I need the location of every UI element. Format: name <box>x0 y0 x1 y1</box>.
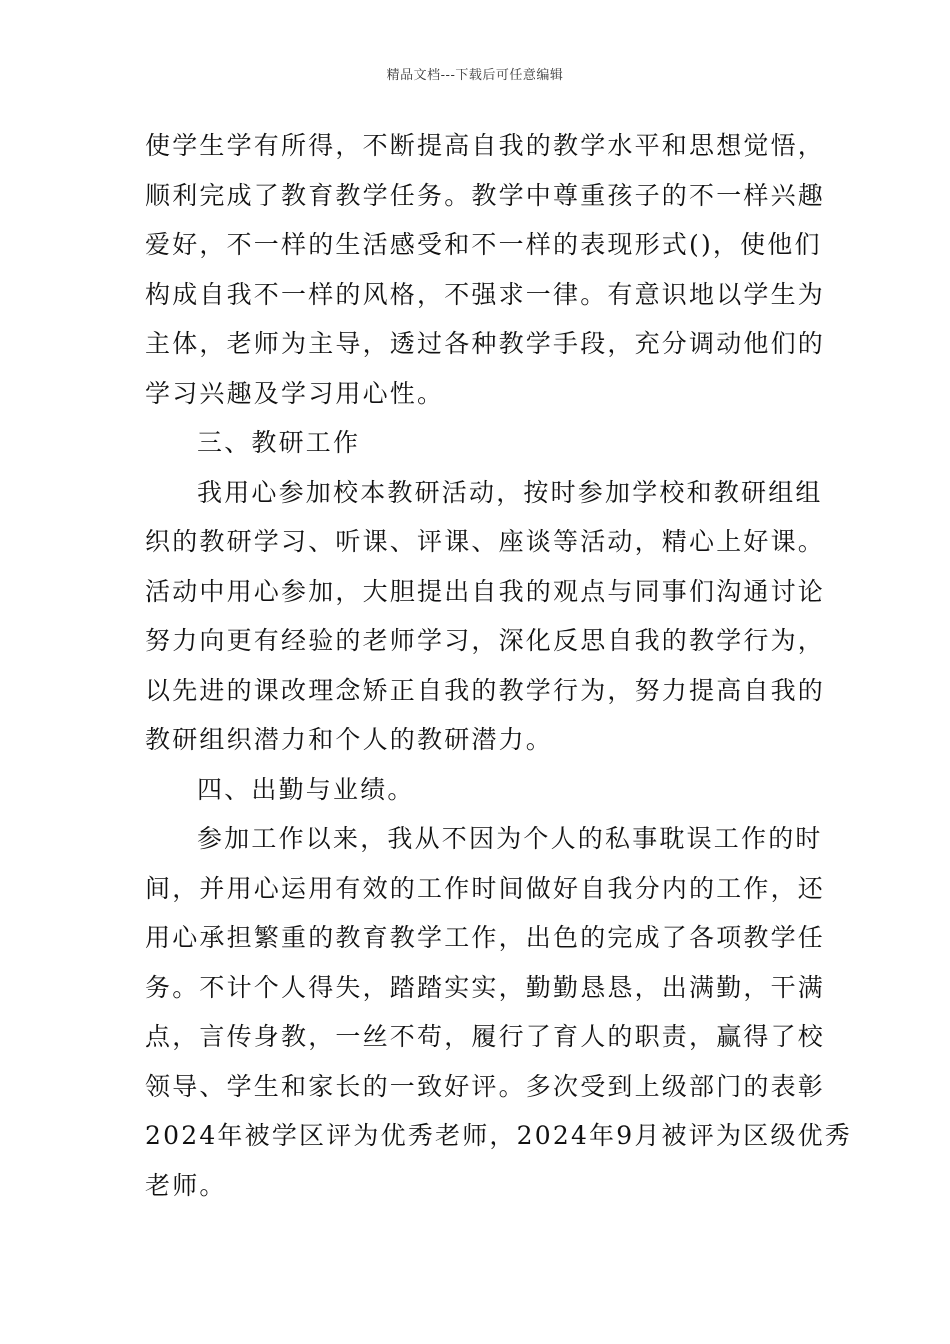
body-line: 务。不计个人得失，踏踏实实，勤勤恳恳，出满勤，干满 <box>145 972 826 1002</box>
paragraph-first-line: 参加工作以来，我从不因为个人的私事耽误工作的时 <box>197 824 823 853</box>
body-line: 以先进的课改理念矫正自我的教学行为，努力提高自我的 <box>145 675 826 705</box>
body-line: 使学生学有所得，不断提高自我的教学水平和思想觉悟， <box>145 131 826 160</box>
body-line: 爱好，不一样的生活感受和不一样的表现形式()，使他们 <box>145 230 822 259</box>
body-line: 学习兴趣及学习用心性。 <box>145 378 445 408</box>
body-line: 2024年被学区评为优秀老师，2024年9月被评为区级优秀 <box>145 1121 852 1150</box>
document-body <box>145 121 852 1210</box>
body-line: 领导、学生和家长的一致好评。多次受到上级部门的表彰 <box>145 1071 826 1101</box>
page-header: 精品文档---下载后可任意编辑 <box>386 68 564 83</box>
body-line: 活动中用心参加，大胆提出自我的观点与同事们沟通讨论 <box>145 576 826 606</box>
body-line: 努力向更有经验的老师学习，深化反思自我的教学行为， <box>145 626 826 655</box>
body-line: 间，并用心运用有效的工作时间做好自我分内的工作，还 <box>145 873 826 903</box>
body-line: 老师。 <box>145 1170 227 1200</box>
body-line: 织的教研学习、听课、评课、座谈等活动，精心上好课。 <box>145 527 826 556</box>
paragraph-first-line: 我用心参加校本教研活动，按时参加学校和教研组组 <box>197 477 823 507</box>
body-line: 构成自我不一样的风格，不强求一律。有意识地以学生为 <box>145 279 826 309</box>
body-line: 主体，老师为主导，透过各种教学手段，充分调动他们的 <box>145 329 826 358</box>
section-heading: 三、教研工作 <box>197 428 361 457</box>
body-line: 顺利完成了教育教学任务。教学中尊重孩子的不一样兴趣 <box>145 180 826 210</box>
body-line: 教研组织潜力和个人的教研潜力。 <box>145 725 554 754</box>
body-line: 用心承担繁重的教育教学工作，出色的完成了各项教学任 <box>145 923 826 952</box>
section-heading: 四、出勤与业绩。 <box>197 774 415 804</box>
body-line: 点，言传身教，一丝不苟，履行了育人的职责，赢得了校 <box>145 1022 826 1051</box>
